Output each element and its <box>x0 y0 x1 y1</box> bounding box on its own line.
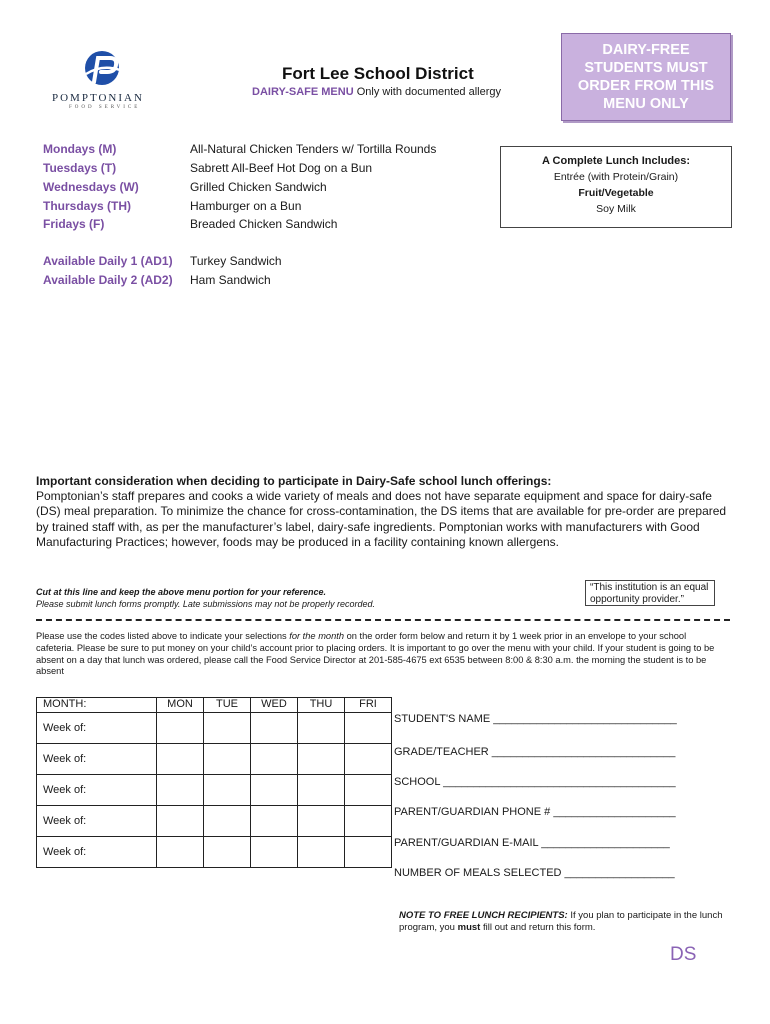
table-row <box>37 744 392 775</box>
meal-cell[interactable] <box>345 713 392 744</box>
meal-cell[interactable] <box>157 744 204 775</box>
menu-subtitle <box>252 86 501 98</box>
order-instructions <box>36 631 726 678</box>
meal-cell[interactable] <box>204 713 251 744</box>
day-wednesday: Wednesdays (W) <box>43 180 139 194</box>
item-friday: Breaded Chicken Sandwich <box>190 217 338 231</box>
day-tuesday: Tuesdays (T) <box>43 161 117 175</box>
complete-lunch-item: Fruit/Vegetable <box>578 187 654 199</box>
week-of-cell[interactable]: Week of: <box>37 713 157 744</box>
meal-cell[interactable] <box>251 744 298 775</box>
complete-lunch-item: Soy Milk <box>596 203 636 215</box>
meals-selected-field[interactable]: NUMBER OF MEALS SELECTED __________________ <box>394 867 675 879</box>
week-of-cell[interactable]: Week of: <box>37 775 157 806</box>
day-thursday: Thursdays (TH) <box>43 199 132 213</box>
table-row <box>37 806 392 837</box>
note-text: If you plan to participate in the lunch program, you <box>399 910 723 933</box>
week-of-cell[interactable]: Week of: <box>37 744 157 775</box>
meal-cell[interactable] <box>157 837 204 868</box>
meal-cell[interactable] <box>157 713 204 744</box>
table-row <box>37 837 392 868</box>
equal-opportunity-box: “This institution is an equal opportunity provider.” <box>585 580 715 606</box>
meal-cell[interactable] <box>345 806 392 837</box>
meal-cell[interactable] <box>204 775 251 806</box>
complete-lunch-box <box>500 146 732 228</box>
dairy-free-notice <box>561 33 731 121</box>
pomptonian-mark-icon <box>50 50 162 90</box>
col-thu: THU <box>298 698 345 713</box>
item-wednesday: Grilled Chicken Sandwich <box>190 180 327 194</box>
cut-instruction: Cut at this line and keep the above menu portion for your reference. <box>36 587 327 597</box>
note-emphasis: must <box>457 922 481 933</box>
week-of-cell[interactable]: Week of: <box>37 806 157 837</box>
parent-email-field[interactable]: PARENT/GUARDIAN E-MAIL _____________________ <box>394 837 670 849</box>
daily-1-label: Available Daily 1 (AD1) <box>43 254 173 268</box>
logo-tagline: FOOD SERVICE <box>69 105 141 110</box>
free-lunch-note <box>399 910 729 934</box>
consideration-heading: Important consideration when deciding to participate in Dairy-Safe school lunch offerings: <box>36 474 552 488</box>
meal-cell[interactable] <box>298 775 345 806</box>
meal-cell[interactable] <box>251 806 298 837</box>
meal-cell[interactable] <box>157 806 204 837</box>
month-header[interactable]: MONTH: <box>37 698 157 713</box>
notice-line: DAIRY-FREE <box>602 42 690 58</box>
col-tue: TUE <box>204 698 251 713</box>
order-form-table <box>36 697 392 868</box>
col-mon: MON <box>157 698 204 713</box>
instructions-emphasis: for the month <box>289 631 345 641</box>
table-row <box>37 775 392 806</box>
meal-cell[interactable] <box>251 713 298 744</box>
note-label: NOTE TO FREE LUNCH RECIPIENTS: <box>399 910 568 921</box>
district-title: Fort Lee School District <box>282 64 474 83</box>
meal-cell[interactable] <box>157 775 204 806</box>
cut-line <box>36 619 730 621</box>
meal-cell[interactable] <box>345 837 392 868</box>
week-of-cell[interactable]: Week of: <box>37 837 157 868</box>
col-fri: FRI <box>345 698 392 713</box>
meal-cell[interactable] <box>298 837 345 868</box>
meal-cell[interactable] <box>204 744 251 775</box>
meal-cell[interactable] <box>345 744 392 775</box>
day-friday: Fridays (F) <box>43 217 105 231</box>
item-monday: All-Natural Chicken Tenders w/ Tortilla Rounds <box>190 142 437 156</box>
meal-cell[interactable] <box>251 775 298 806</box>
meal-cell[interactable] <box>204 806 251 837</box>
complete-lunch-title: A Complete Lunch Includes: <box>541 155 691 167</box>
table-row <box>37 713 392 744</box>
daily-2-item: Ham Sandwich <box>190 273 271 287</box>
parent-phone-field[interactable]: PARENT/GUARDIAN PHONE # ____________________ <box>394 806 676 818</box>
meal-cell[interactable] <box>204 837 251 868</box>
table-header-row <box>37 698 392 713</box>
logo-name: POMPTONIAN <box>52 92 144 104</box>
menu-note: Only with documented allergy <box>356 86 502 98</box>
item-tuesday: Sabrett All-Beef Hot Dog on a Bun <box>190 161 373 175</box>
consideration-section <box>36 474 736 550</box>
student-name-field[interactable]: STUDENT'S NAME ______________________________ <box>394 713 677 725</box>
notice-line: ORDER FROM THIS <box>577 78 715 94</box>
col-wed: WED <box>251 698 298 713</box>
grade-teacher-field[interactable]: GRADE/TEACHER ______________________________ <box>394 746 676 758</box>
meal-cell[interactable] <box>345 775 392 806</box>
meal-cell[interactable] <box>298 713 345 744</box>
meal-cell[interactable] <box>298 744 345 775</box>
consideration-body: Pomptonian’s staff prepares and cooks a wide variety of meals and does not have separate equipment and space for dairy-safe (DS) meal preparation. To minimize the chance for cross-contamination, the DS items that are available for pre-order are prepared by trained staff with, as per the manufacturer’s label, dairy-safe ingredients. Pomptonian works with manufacturers with Good Manufacturing Practices; however, foods may be produced in a facility containing known allergens. <box>36 489 727 549</box>
menu-title: DAIRY-SAFE MENU <box>252 86 354 98</box>
daily-1-item: Turkey Sandwich <box>190 254 282 268</box>
day-monday: Mondays (M) <box>43 142 117 156</box>
meal-cell[interactable] <box>298 806 345 837</box>
meal-cell[interactable] <box>251 837 298 868</box>
note-text: fill out and return this form. <box>480 922 596 933</box>
submit-reminder: Please submit lunch forms promptly. Late submissions may not be properly recorded. <box>36 599 375 609</box>
menu-code: DS <box>670 944 697 965</box>
complete-lunch-item: Entrée (with Protein/Grain) <box>553 171 679 183</box>
instructions-text: on the order form below and return it by 1 week prior in an envelope to your school cafeteria. Please be sure to put money on your child’s account prior to placing orders. It is important to go over the menu with your child. If your student is going to be absent on a day that lunch was ordered, please call the Food Service Director at 201-585-4675 ext 6535 between 8:00 & 8:30 a.m. the morning the student is to be absent <box>36 631 715 677</box>
item-thursday: Hamburger on a Bun <box>190 199 302 213</box>
school-field[interactable]: SCHOOL ______________________________________ <box>394 776 676 788</box>
notice-line: STUDENTS MUST <box>584 60 708 76</box>
daily-2-label: Available Daily 2 (AD2) <box>43 273 173 287</box>
instructions-text: Please use the codes listed above to indicate your selections <box>36 631 290 641</box>
notice-line: MENU ONLY <box>603 96 689 112</box>
